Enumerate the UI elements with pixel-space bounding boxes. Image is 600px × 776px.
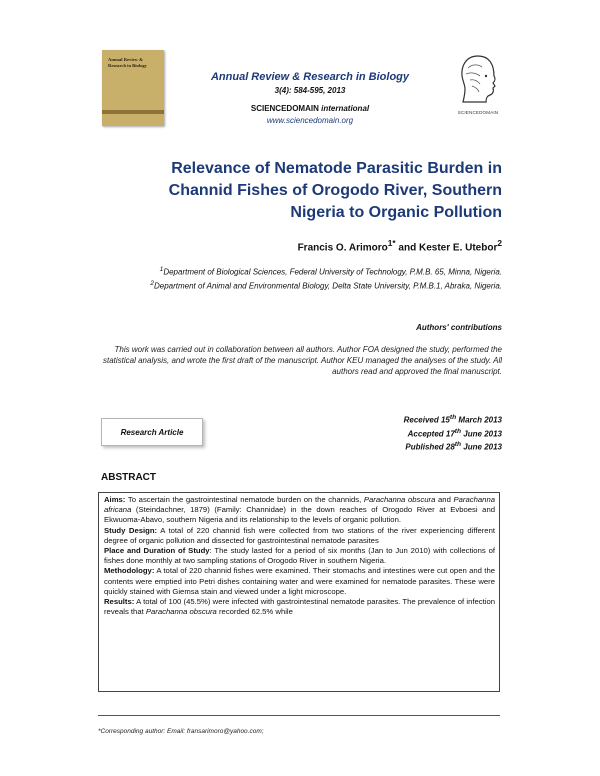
author-separator: and: [395, 242, 419, 254]
affiliation-2-mark: 2: [150, 279, 154, 287]
article-type-label: Research Article: [120, 427, 184, 437]
published-date-suffix: th: [454, 441, 462, 449]
received-date-rest: March 2013: [456, 415, 502, 425]
published-date-text: Published 28: [405, 442, 455, 452]
journal-volume: 3(4): 584-595, 2013: [274, 86, 346, 95]
publisher-name-suffix: international: [321, 104, 370, 113]
abstract-heading: ABSTRACT: [101, 472, 156, 483]
journal-name: Annual Review & Research in Biology: [210, 71, 410, 83]
publisher-name-main: SCIENCEDOMAIN: [250, 104, 319, 113]
abstract-box: [98, 492, 500, 692]
aims-text-3: (Steindachner, 1879) (Family: Channidae) in the down reaches of Orogodo River at Evboesi and Ekwuoma-Abavo, southern Nigeria and its relationship to the levels of organic pollution.: [104, 505, 495, 525]
study-design-text: A total of 220 channid fish were collected from two stations of the river experiencing different degree of organic pollution and dissected for gastrointestinal nematode parasites: [104, 525, 495, 545]
methodology-label: Methodology:: [104, 566, 155, 576]
study-design-label: Study Design:: [104, 525, 158, 535]
author-2: Kester E. Utebor: [419, 242, 498, 254]
aims-text-1: To ascertain the gastrointestinal nematode burden on the channids,: [125, 495, 364, 504]
contributions-text: This work was carried out in collaboration between all authors. Author FOA designed the study, performed the statistical analysis, and wrote the first draft of the manuscript. Author KEU managed the analyses of the study. All authors read and approved the final manuscript.: [102, 345, 502, 376]
affiliations: [100, 264, 502, 291]
aims-label: Aims:: [104, 495, 126, 504]
author-1: Francis O. Arimoro: [297, 242, 388, 254]
publisher-logo-caption: SCIENCEDOMAIN: [457, 110, 499, 115]
results-text-2: recorded 62.5% while: [216, 607, 293, 617]
corresponding-author-footnote: *Corresponding author: Email: fransarimoro@yahoo.com;: [98, 728, 264, 735]
affiliation-1: [100, 264, 502, 278]
affiliation-2-text: Department of Animal and Environmental Biology, Delta State University, P.M.B.1, Abraka, Nigeria.: [153, 281, 502, 291]
footnote-divider: [98, 715, 500, 716]
paper-title: Relevance of Nematode Parasitic Burden in Channid Fishes of Orogodo River, Southern Nigeria to Organic Pollution: [168, 160, 502, 221]
aims-species-1: Parachanna obscura: [363, 495, 436, 504]
received-date-text: Received 15: [403, 415, 450, 425]
accepted-date-suffix: th: [454, 427, 462, 435]
abstract-place-duration: [104, 546, 495, 566]
abstract-results: [104, 597, 495, 617]
results-text-1: A total of 100 (45.5%) were infected with gastrointestinal nematode parasites. The prevalence of infection reveals that: [104, 597, 495, 617]
article-type-box: [101, 418, 203, 446]
published-date-rest: June 2013: [461, 442, 502, 452]
affiliation-1-mark: 1: [159, 266, 164, 273]
abstract-methodology: [104, 566, 495, 597]
methodology-text: A total of 220 channid fishes were examined. Their stomachs and intestines were cut open and the contents were emptied into Petri dishes containing water and were examined for nematode parasites. These were quickly stained with Giemsa stain and viewed under a light microscope.: [104, 566, 495, 596]
author-1-affiliation-mark: 1*: [387, 238, 396, 248]
author-2-affiliation-mark: 2: [497, 238, 502, 248]
publisher-url[interactable]: www.sciencedomain.org: [266, 116, 354, 125]
affiliation-1-text: Department of Biological Sciences, Federal University of Technology, P.M.B. 65, Minna, Nigeria.: [163, 267, 502, 277]
journal-cover-band: [102, 110, 164, 114]
published-date: [300, 439, 502, 453]
publisher-name: [190, 104, 430, 113]
publication-dates: [300, 412, 502, 453]
affiliation-2: [100, 278, 502, 292]
abstract-study-design: [104, 526, 495, 546]
aims-species-2: Parachanna africana: [104, 495, 495, 515]
accepted-date-text: Accepted 17: [407, 429, 455, 439]
aims-text-2: and: [435, 495, 454, 504]
journal-cover-title: Annual Review & Research in Biology: [108, 57, 147, 68]
accepted-date-rest: June 2013: [461, 429, 502, 439]
abstract-aims: [104, 495, 495, 526]
journal-cover-image: [102, 50, 164, 126]
results-label: Results:: [104, 597, 135, 607]
received-date: [300, 412, 502, 426]
place-duration-label: Place and Duration of Study: [104, 546, 210, 556]
received-date-suffix: th: [449, 414, 457, 421]
accepted-date: [300, 426, 502, 440]
contributions-heading: Authors' contributions: [416, 323, 502, 332]
place-duration-text: : The study lasted for a period of six months (Jan to Jun 2010) with collections of fishes done monthly at two sampling stations of Orogodo River in southern Nigeria.: [104, 546, 495, 566]
results-species: Parachanna obscura: [145, 607, 217, 617]
author-line: [110, 238, 502, 253]
publisher-logo-head-icon: [456, 52, 500, 108]
